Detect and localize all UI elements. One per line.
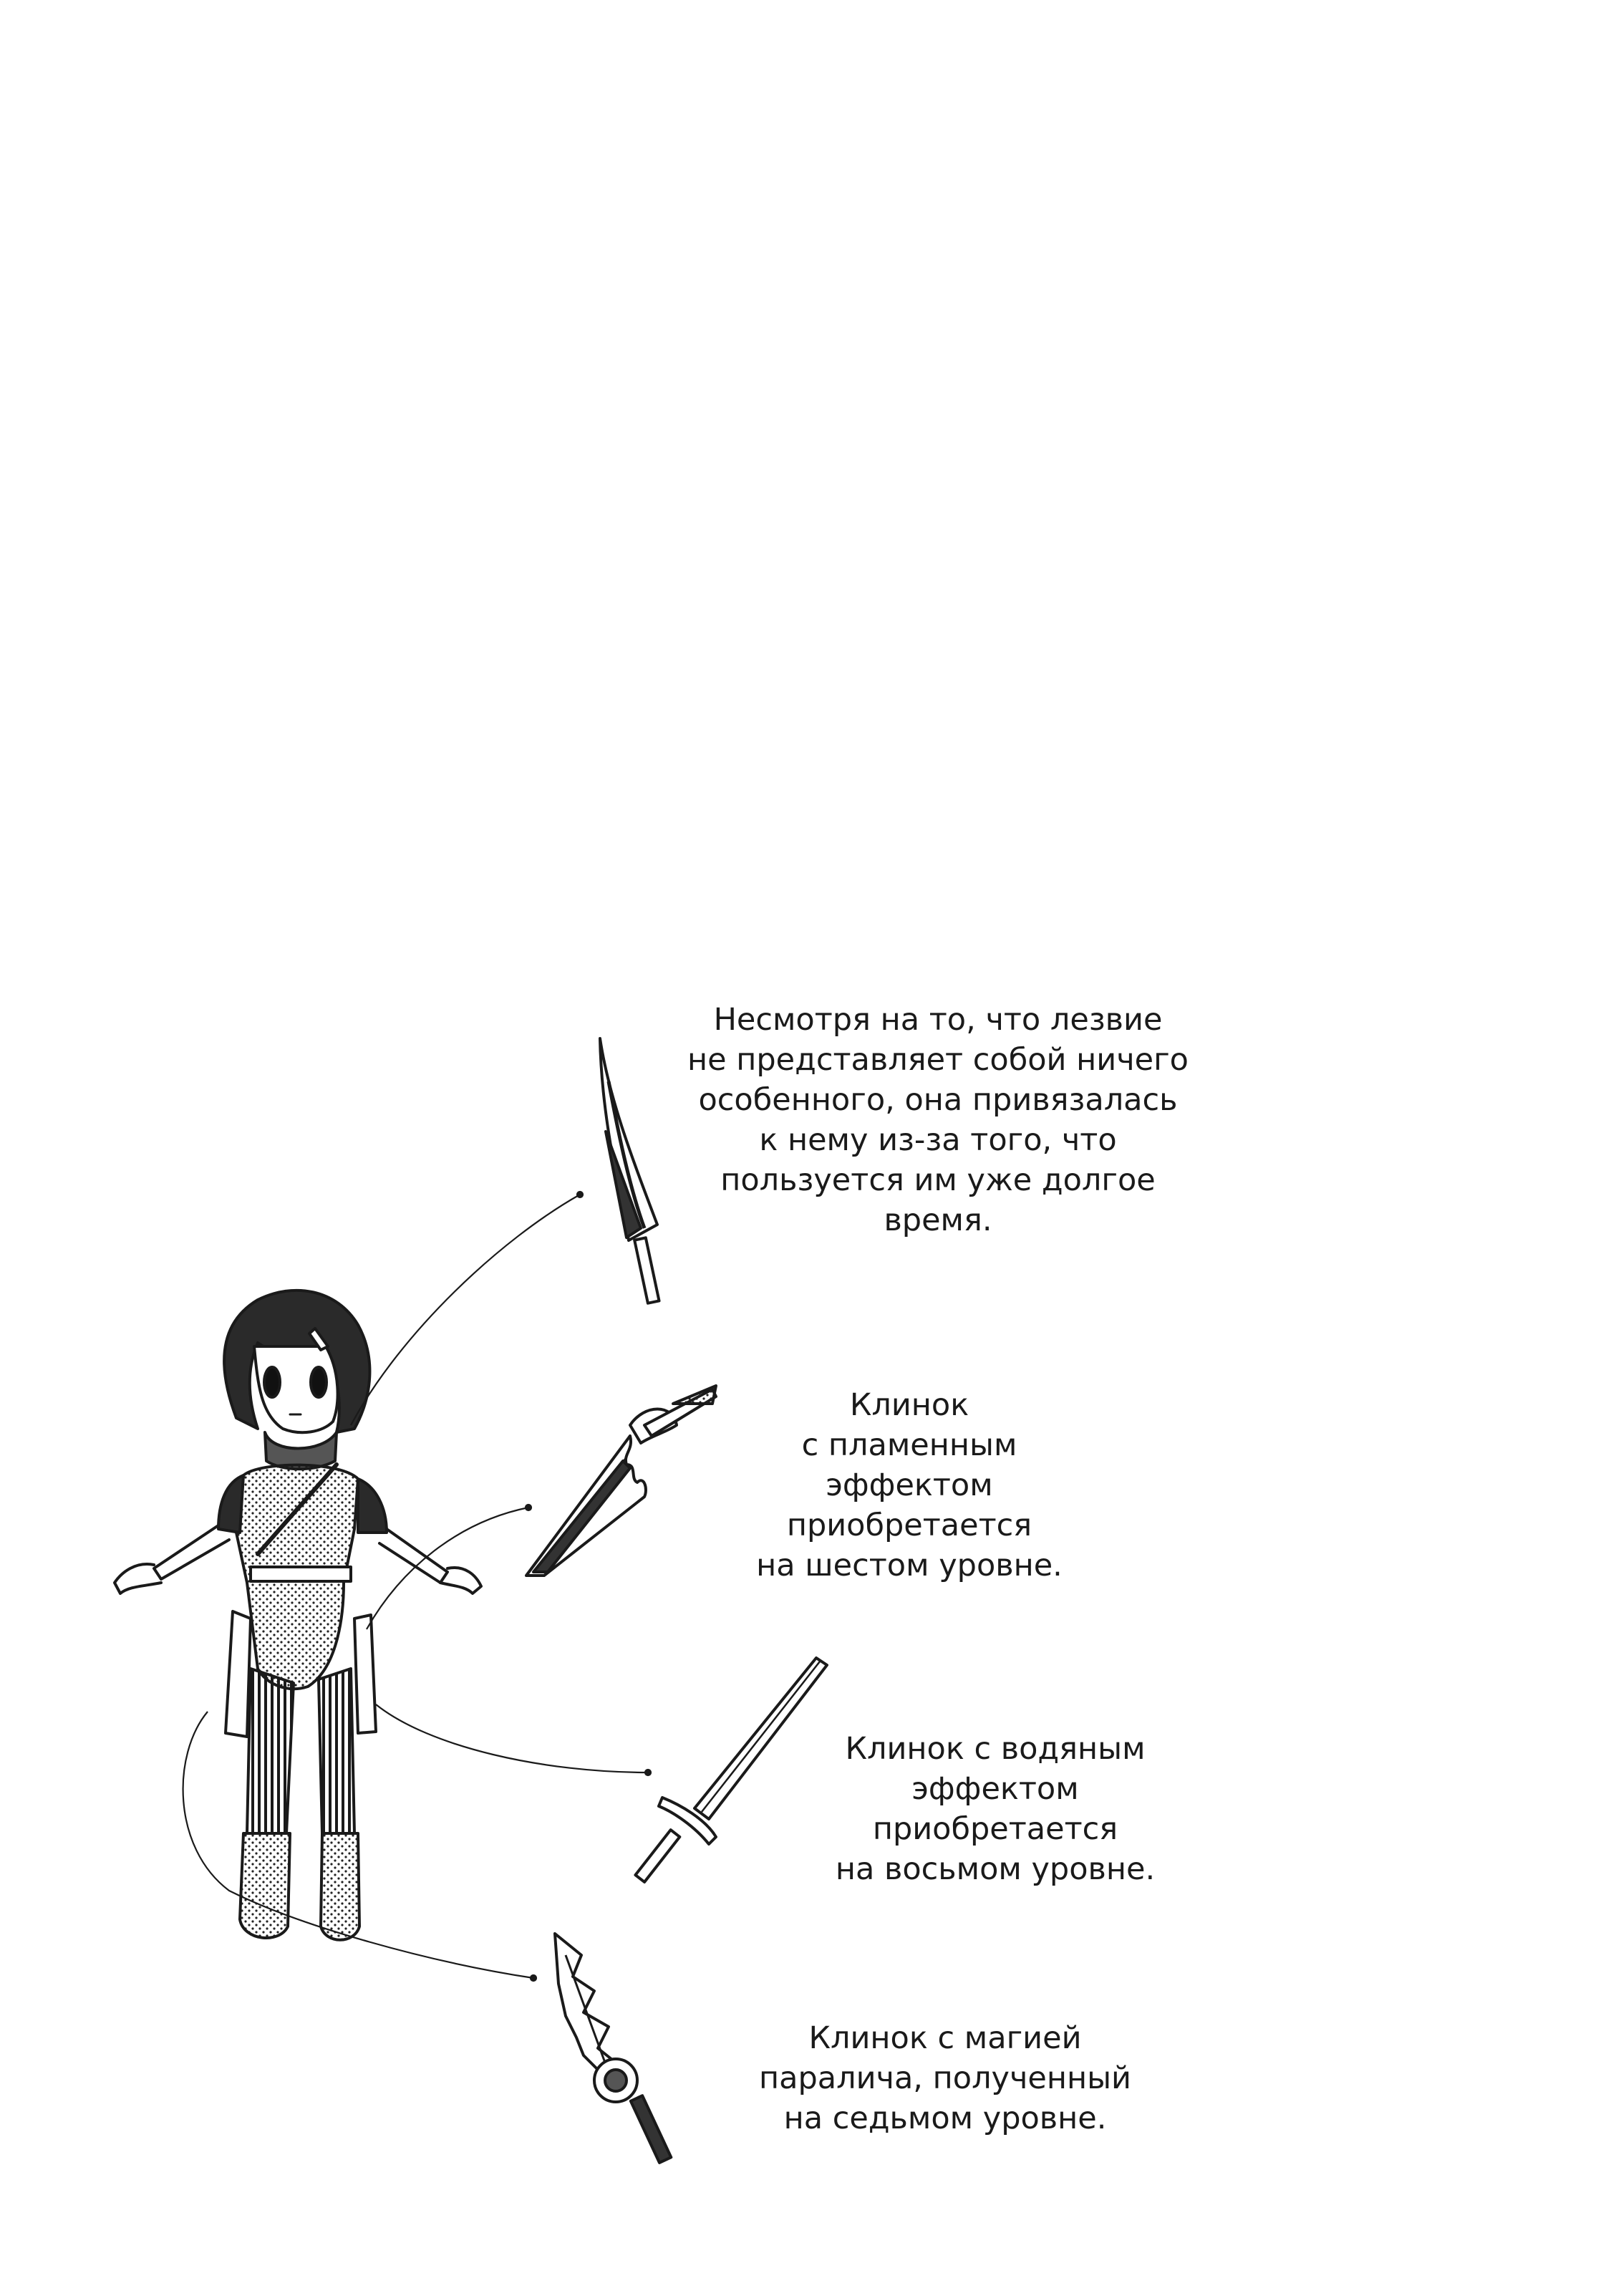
right-boot [321, 1833, 359, 1940]
caption-line: Клинок с магией [808, 2020, 1082, 2056]
left-sleeve [218, 1475, 243, 1533]
leader-line-3 [376, 1704, 648, 1772]
caption-line: с пламенным [801, 1427, 1017, 1463]
caption-line: Клинок с водяным [845, 1731, 1146, 1767]
scarf [265, 1432, 337, 1469]
caption-line: эффектом [911, 1771, 1079, 1807]
left-arm [154, 1525, 229, 1579]
caption-line: Несмотря на то, что лезвие [713, 1002, 1163, 1038]
caption-line: Клинок [849, 1387, 969, 1423]
caption-water-blade [759, 1729, 1232, 1889]
left-eye [264, 1367, 280, 1397]
caption-line: пользуется им уже долгое [720, 1162, 1156, 1198]
caption-line: паралича, полученный [759, 2060, 1131, 2096]
character-figure [115, 1291, 481, 1940]
right-eye [311, 1367, 326, 1397]
caption-line: приобретается [786, 1508, 1032, 1543]
right-leg [319, 1669, 354, 1833]
caption-line: не представляет собой ничего [687, 1042, 1189, 1078]
belt [251, 1567, 351, 1581]
caption-line: эффектом [826, 1467, 993, 1503]
caption-line: приобретается [872, 1811, 1118, 1847]
caption-line: время. [884, 1202, 992, 1238]
right-arm [379, 1529, 448, 1583]
paralysis-blade [555, 1934, 671, 2163]
caption-paralysis-blade [687, 2018, 1203, 2138]
leader-line-1 [351, 1195, 580, 1425]
caption-line: на шестом уровне. [756, 1548, 1063, 1583]
left-boot [240, 1833, 290, 1938]
left-holster [226, 1611, 251, 1737]
caption-line: к нему из-за того, что [759, 1122, 1117, 1158]
left-leg [247, 1669, 294, 1833]
right-holster [354, 1615, 376, 1733]
caption-flame-blade [687, 1385, 1131, 1586]
caption-line: на седьмом уровне. [783, 2100, 1107, 2136]
caption-line: на восьмом уровне. [835, 1851, 1156, 1887]
caption-line: особенного, она привязалась [698, 1082, 1178, 1118]
caption-plain-dagger [644, 1000, 1232, 1240]
right-sleeve [358, 1479, 387, 1533]
